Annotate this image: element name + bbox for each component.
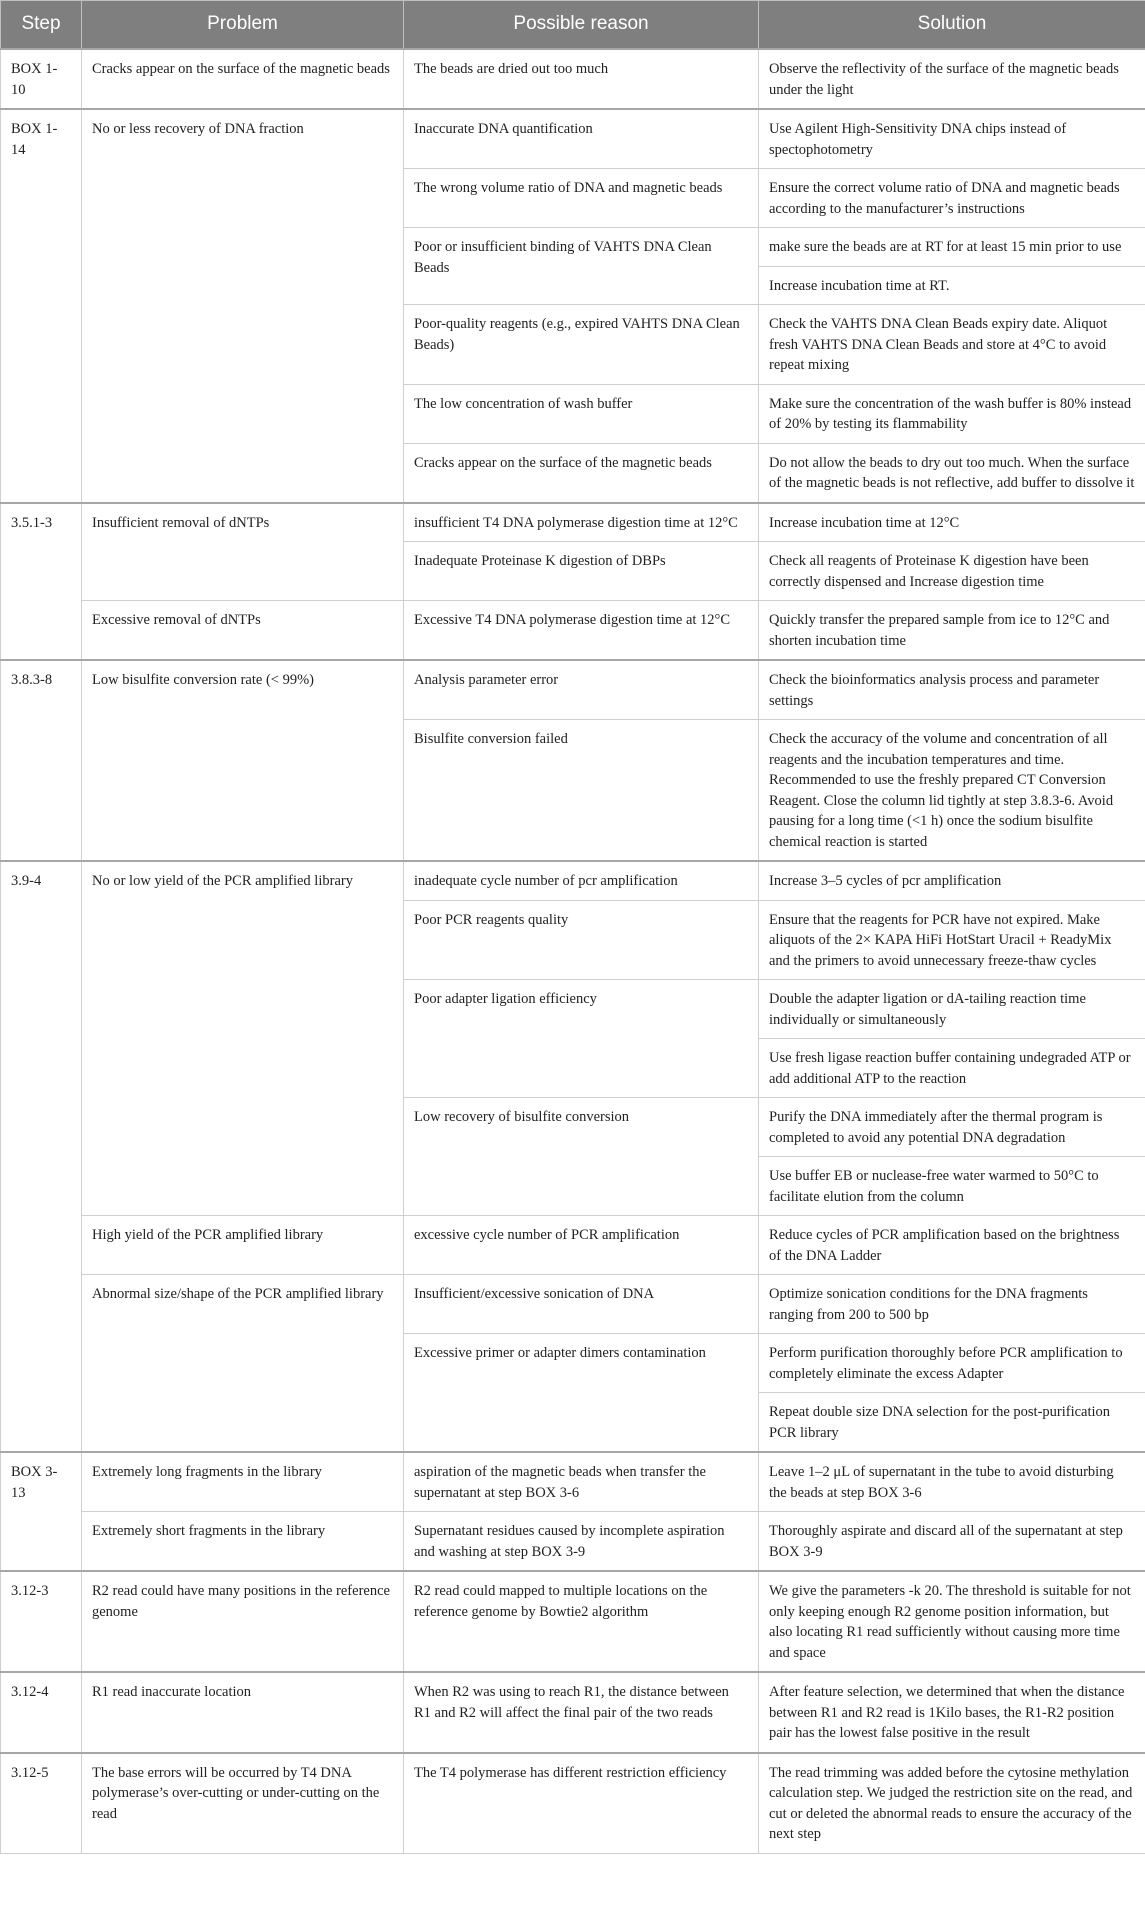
table-row	[1, 503, 1145, 542]
problem-cell: Insufficient removal of dNTPs	[82, 503, 404, 601]
step-cell: 3.12-4	[1, 1672, 82, 1753]
problem-cell: R2 read could have many positions in the reference genome	[82, 1571, 404, 1672]
problem-cell: Extremely short fragments in the library	[82, 1512, 404, 1572]
header-solution: Solution	[759, 1, 1145, 50]
problem-cell: The base errors will be occurred by T4 DNA polymerase’s over-cutting or under-cutting on the read	[82, 1753, 404, 1854]
problem-cell: Low bisulfite conversion rate (< 99%)	[82, 660, 404, 861]
table-row	[1, 861, 1145, 900]
problem-cell: Excessive removal of dNTPs	[82, 601, 404, 661]
reason-cell: Poor adapter ligation efficiency	[404, 980, 759, 1098]
solution-cell: Check the VAHTS DNA Clean Beads expiry date. Aliquot fresh VAHTS DNA Clean Beads and store at 4°C to avoid repeat mixing	[759, 305, 1145, 385]
reason-cell: Excessive primer or adapter dimers contamination	[404, 1334, 759, 1453]
step-cell: BOX 1-10	[1, 49, 82, 109]
problem-cell: No or low yield of the PCR amplified library	[82, 861, 404, 1216]
table-row	[1, 1275, 1145, 1334]
solution-cell: Make sure the concentration of the wash buffer is 80% instead of 20% by testing its flammability	[759, 384, 1145, 443]
step-cell: 3.8.3-8	[1, 660, 82, 861]
solution-cell: Repeat double size DNA selection for the post-purification PCR library	[759, 1393, 1145, 1453]
solution-cell: Purify the DNA immediately after the thermal program is completed to avoid any potential DNA degradation	[759, 1098, 1145, 1157]
reason-cell: insufficient T4 DNA polymerase digestion time at 12°C	[404, 503, 759, 542]
problem-cell: Extremely long fragments in the library	[82, 1452, 404, 1512]
solution-cell: Observe the reflectivity of the surface of the magnetic beads under the light	[759, 49, 1145, 109]
table-row	[1, 1672, 1145, 1753]
solution-cell: Leave 1–2 μL of supernatant in the tube to avoid disturbing the beads at step BOX 3-6	[759, 1452, 1145, 1512]
header-possible-reason: Possible reason	[404, 1, 759, 50]
reason-cell: The T4 polymerase has different restriction efficiency	[404, 1753, 759, 1854]
problem-cell: R1 read inaccurate location	[82, 1672, 404, 1753]
reason-cell: Insufficient/excessive sonication of DNA	[404, 1275, 759, 1334]
step-cell: 3.9-4	[1, 861, 82, 1452]
reason-cell: R2 read could mapped to multiple locations on the reference genome by Bowtie2 algorithm	[404, 1571, 759, 1672]
solution-cell: After feature selection, we determined that when the distance between R1 and R2 read is 1Kilo bases, the R1-R2 position pair has the lowest false positive in the result	[759, 1672, 1145, 1753]
reason-cell: inadequate cycle number of pcr amplification	[404, 861, 759, 900]
problem-cell: Cracks appear on the surface of the magnetic beads	[82, 49, 404, 109]
reason-cell: Cracks appear on the surface of the magnetic beads	[404, 443, 759, 503]
step-cell: 3.5.1-3	[1, 503, 82, 661]
table-row	[1, 601, 1145, 661]
reason-cell: Poor PCR reagents quality	[404, 900, 759, 980]
solution-cell: Use buffer EB or nuclease-free water warmed to 50°C to facilitate elution from the column	[759, 1157, 1145, 1216]
problem-cell: No or less recovery of DNA fraction	[82, 109, 404, 503]
solution-cell: Check all reagents of Proteinase K digestion have been correctly dispensed and Increase digestion time	[759, 542, 1145, 601]
solution-cell: Optimize sonication conditions for the DNA fragments ranging from 200 to 500 bp	[759, 1275, 1145, 1334]
step-cell: 3.12-3	[1, 1571, 82, 1672]
solution-cell: Quickly transfer the prepared sample from ice to 12°C and shorten incubation time	[759, 601, 1145, 661]
reason-cell: Bisulfite conversion failed	[404, 720, 759, 862]
reason-cell: Inadequate Proteinase K digestion of DBPs	[404, 542, 759, 601]
table-row	[1, 1216, 1145, 1275]
solution-cell: We give the parameters -k 20. The threshold is suitable for not only keeping enough R2 genome position information, but also locating R1 read sufficiently without causing more time and space	[759, 1571, 1145, 1672]
solution-cell: Ensure that the reagents for PCR have not expired. Make aliquots of the 2× KAPA HiFi HotStart Uracil + ReadyMix and the primers to avoid unnecessary freeze-thaw cycles	[759, 900, 1145, 980]
step-cell: BOX 1-14	[1, 109, 82, 503]
solution-cell: Thoroughly aspirate and discard all of the supernatant at step BOX 3-9	[759, 1512, 1145, 1572]
solution-cell: Do not allow the beads to dry out too much. When the surface of the magnetic beads is not reflective, add buffer to dissolve it	[759, 443, 1145, 503]
solution-cell: Use Agilent High-Sensitivity DNA chips instead of spectophotometry	[759, 109, 1145, 169]
table-row	[1, 1753, 1145, 1854]
solution-cell: The read trimming was added before the cytosine methylation calculation step. We judged the restriction site on the read, and cut or deleted the abnormal reads to ensure the accuracy of the next step	[759, 1753, 1145, 1854]
table-row	[1, 660, 1145, 720]
table-row	[1, 1452, 1145, 1512]
solution-cell: Check the bioinformatics analysis process and parameter settings	[759, 660, 1145, 720]
reason-cell: The low concentration of wash buffer	[404, 384, 759, 443]
solution-cell: Perform purification thoroughly before PCR amplification to completely eliminate the excess Adapter	[759, 1334, 1145, 1393]
reason-cell: When R2 was using to reach R1, the distance between R1 and R2 will affect the final pair of the two reads	[404, 1672, 759, 1753]
solution-cell: Check the accuracy of the volume and concentration of all reagents and the incubation temperatures and time. Recommended to use the freshly prepared CT Conversion Reagent. Close the column lid tightly at step 3.8.3-6. Avoid pausing for a long time (<1 h) once the sodium bisulfite chemical reaction is started	[759, 720, 1145, 862]
table-row	[1, 109, 1145, 169]
solution-cell: Increase incubation time at RT.	[759, 266, 1145, 305]
table-header-row	[1, 1, 1145, 50]
solution-cell: Increase incubation time at 12°C	[759, 503, 1145, 542]
solution-cell: Use fresh ligase reaction buffer containing undegraded ATP or add additional ATP to the reaction	[759, 1039, 1145, 1098]
reason-cell: Poor-quality reagents (e.g., expired VAHTS DNA Clean Beads)	[404, 305, 759, 385]
table-row	[1, 1571, 1145, 1672]
reason-cell: Inaccurate DNA quantification	[404, 109, 759, 169]
solution-cell: Reduce cycles of PCR amplification based on the brightness of the DNA Ladder	[759, 1216, 1145, 1275]
reason-cell: Poor or insufficient binding of VAHTS DNA Clean Beads	[404, 228, 759, 305]
reason-cell: Excessive T4 DNA polymerase digestion time at 12°C	[404, 601, 759, 661]
step-cell: 3.12-5	[1, 1753, 82, 1854]
table-row	[1, 49, 1145, 109]
reason-cell: excessive cycle number of PCR amplification	[404, 1216, 759, 1275]
problem-cell: Abnormal size/shape of the PCR amplified library	[82, 1275, 404, 1453]
reason-cell: Supernatant residues caused by incomplete aspiration and washing at step BOX 3-9	[404, 1512, 759, 1572]
reason-cell: The beads are dried out too much	[404, 49, 759, 109]
solution-cell: make sure the beads are at RT for at least 15 min prior to use	[759, 228, 1145, 267]
solution-cell: Double the adapter ligation or dA-tailing reaction time individually or simultaneously	[759, 980, 1145, 1039]
reason-cell: Analysis parameter error	[404, 660, 759, 720]
header-step: Step	[1, 1, 82, 50]
table-row	[1, 1512, 1145, 1572]
reason-cell: The wrong volume ratio of DNA and magnetic beads	[404, 169, 759, 228]
problem-cell: High yield of the PCR amplified library	[82, 1216, 404, 1275]
solution-cell: Ensure the correct volume ratio of DNA and magnetic beads according to the manufacturer’s instructions	[759, 169, 1145, 228]
reason-cell: Low recovery of bisulfite conversion	[404, 1098, 759, 1216]
header-problem: Problem	[82, 1, 404, 50]
solution-cell: Increase 3–5 cycles of pcr amplification	[759, 861, 1145, 900]
reason-cell: aspiration of the magnetic beads when transfer the supernatant at step BOX 3-6	[404, 1452, 759, 1512]
step-cell: BOX 3-13	[1, 1452, 82, 1571]
